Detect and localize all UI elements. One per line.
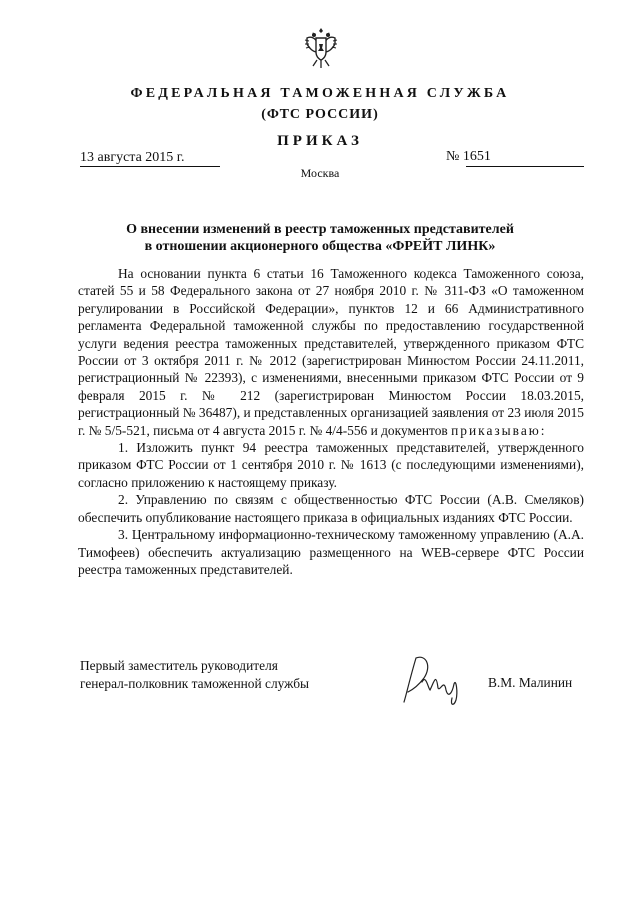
position-line-1: Первый заместитель руководителя xyxy=(80,658,278,673)
org-name: ФЕДЕРАЛЬНАЯ ТАМОЖЕННАЯ СЛУЖБА xyxy=(130,86,510,101)
order-number-block xyxy=(446,149,491,165)
org-short-name: (ФТС РОССИИ) xyxy=(261,107,379,122)
number-label: № xyxy=(446,149,460,164)
signatory-position xyxy=(80,657,309,693)
title-line-1: О внесении изменений в реестр таможенных представителей xyxy=(126,222,514,237)
intro-text: На основании пункта 6 статьи 16 Таможенного кодекса Таможенного союза, статей 55 и 58 Федерального закона от 27 ноября 2010 г. № 311-ФЗ «О таможенном регулировании в Российской Федерации», пунктов 12 и 66 Административного регламента Федеральной таможенной службы по предоставлению государственной услуги ведения реестра таможенных представителей, утвержденного приказом ФТС России от 3 октября 2011 г. № 2012 (зарегистрирован Минюстом России 24.11.2011, регистрационный № 22393), с изменениями, внесенными приказом ФТС России от 9 февраля 2015 г. № 212 (зарегистрирован Минюстом России 18.03.2015, регистрационный № 36487), и представленных организацией заявления от 23 июля 2015 г. № 5/5-521, письма от 4 августа 2015 г. № 4/4-556 и документов xyxy=(78,266,584,438)
position-line-2: генерал-полковник таможенной службы xyxy=(80,676,310,691)
city: Москва xyxy=(300,166,340,180)
title-line-2: в отношении акционерного общества «ФРЕЙТ ЛИНК» xyxy=(144,239,496,254)
order-date: 13 августа 2015 г. xyxy=(80,150,220,167)
item-1: 1. Изложить пункт 94 реестра таможенных представителей, утвержденного приказом ФТС России от 1 сентября 2010 г. № 1613 (с последующими изменениями), согласно приложению к настоящему приказу. xyxy=(78,440,584,490)
item-3: 3. Центральному информационно-техническому таможенному управлению (А.А. Тимофеев) обеспечить актуализацию размещенного на WEB-сервере ФТС России реестра таможенных представителей. xyxy=(78,527,584,577)
signatory-name: В.М. Малинин xyxy=(488,675,573,690)
intro-paragraph xyxy=(78,265,584,439)
doc-type: ПРИКАЗ xyxy=(277,133,363,149)
emblem-icon xyxy=(303,26,339,70)
doc-title xyxy=(60,221,580,255)
item-2: 2. Управлению по связям с общественностью ФТС России (А.В. Смеляков) обеспечить опубликование настоящего приказа в официальных изданиях ФТС России. xyxy=(78,492,584,525)
order-word: приказываю: xyxy=(451,422,547,438)
handwritten-signature-icon xyxy=(396,648,474,708)
order-number: 1651 xyxy=(462,149,491,164)
doc-body xyxy=(78,265,584,578)
